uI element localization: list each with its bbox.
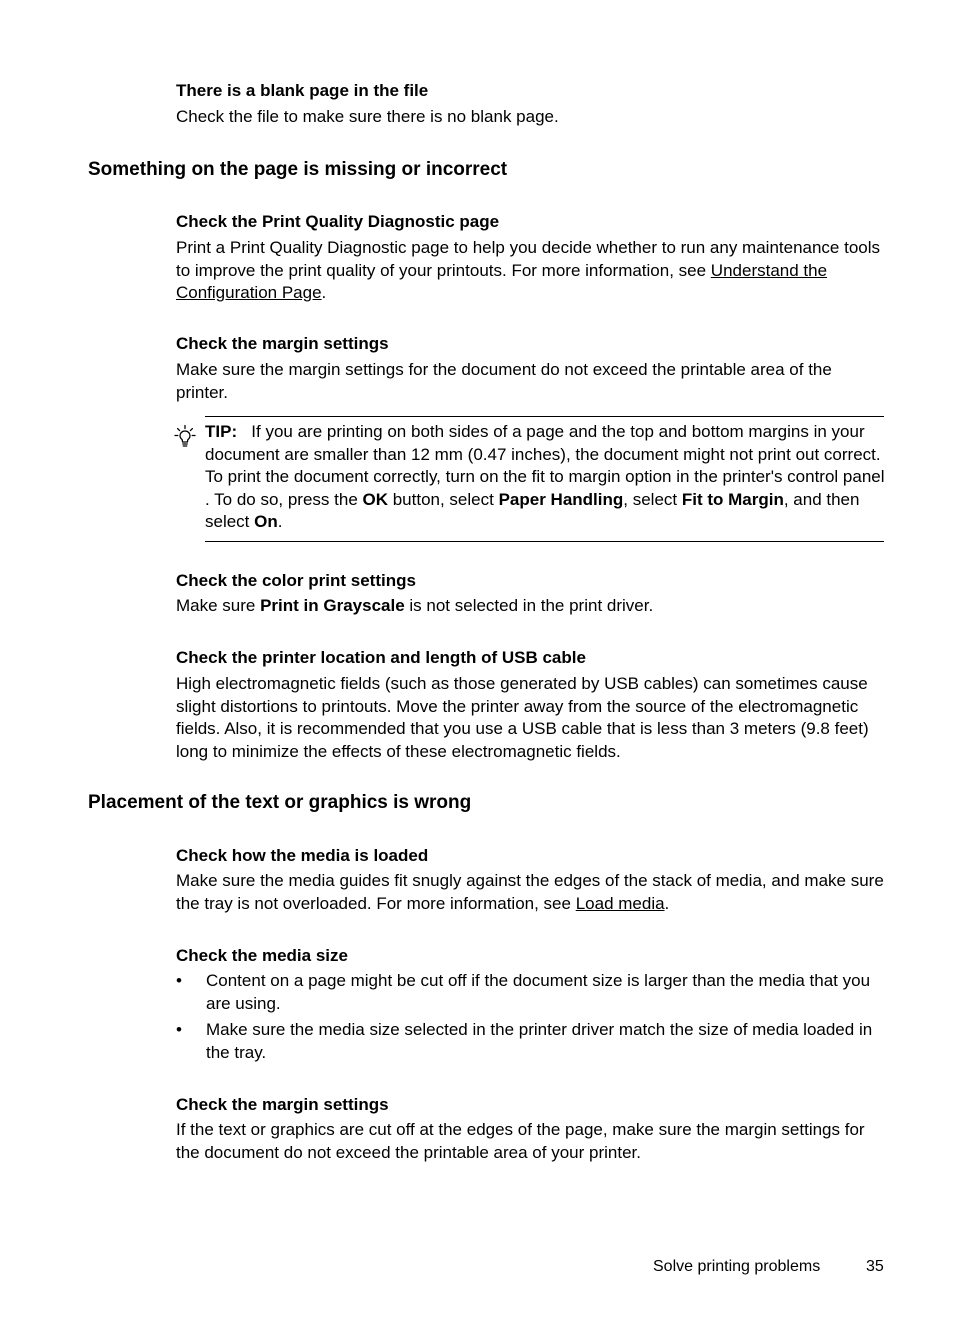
- body-margin-settings: Make sure the margin settings for the document do not exceed the printable area of the printer.: [176, 360, 832, 402]
- lightbulb-icon: [174, 424, 196, 448]
- body-usb-cable: High electromagnetic fields (such as those generated by USB cables) can sometimes cause slight distortions to printouts. Move the printer away from the source of the electromagnetic fields. Also, it is recommended that you use a USB cable that is less than 3 meters (9.8 feet) long to minimize the effects of these electromagnetic fields.: [176, 674, 869, 761]
- media-loaded-end: .: [664, 893, 670, 913]
- heading-blank-page: There is a blank page in the file: [176, 81, 429, 100]
- section-title-missing: Something on the page is missing or incorrect: [88, 159, 508, 180]
- tip-label: TIP:: [205, 422, 238, 441]
- page-number: 35: [866, 1258, 884, 1275]
- bullet-marker: •: [176, 971, 182, 990]
- body-diagnostic-page: [176, 237, 888, 305]
- tip-paper-handling: Paper Handling: [498, 489, 624, 509]
- section-title-placement: Placement of the text or graphics is wrong: [88, 792, 472, 813]
- diag-text: Print a Print Quality Diagnostic page to help you decide whether to run any maintenance tools to improve the print quality of your printouts. For more information, see: [176, 238, 881, 280]
- heading-media-size: Check the media size: [176, 946, 348, 965]
- tip-fit-to-margin: Fit to Margin: [681, 489, 784, 509]
- tip-on: On: [254, 512, 278, 531]
- body-blank-page: Check the file to make sure there is no blank page.: [176, 107, 559, 126]
- footer-section: Solve printing problems: [653, 1258, 821, 1275]
- bullet-item: Content on a page might be cut off if the document size is larger than the media that you are using.: [206, 971, 871, 1013]
- bullet-marker: •: [176, 1020, 182, 1039]
- heading-margin-settings: Check the margin settings: [176, 334, 389, 353]
- heading-margin-settings-2: Check the margin settings: [176, 1095, 389, 1114]
- tip-t1: If you are printing on both sides of a page and the top and bottom margins in your document are smaller than 12 mm (0.47 inches), the document might not print out correct. To print the document correctly, turn on the fit to margin option in the printer's control panel . To do so, press the: [205, 422, 890, 509]
- tip-t3: , select: [623, 489, 682, 509]
- body-margin-settings-2: If the text or graphics are cut off at the edges of the page, make sure the margin settings for the document do not exceed the printable area of your printer.: [176, 1120, 865, 1162]
- link-configuration-page[interactable]: Understand the Configuration Page: [176, 260, 828, 302]
- media-loaded-text: Make sure the media guides fit snugly against the edges of the stack of media, and make sure the tray is not overloaded. For more information, see: [176, 871, 884, 913]
- tip-bottom-rule: [205, 541, 884, 542]
- color-bold: Print in Grayscale: [260, 596, 405, 615]
- color-after: is not selected in the print driver.: [404, 596, 654, 615]
- heading-usb-cable: Check the printer location and length of USB cable: [176, 648, 586, 667]
- heading-media-loaded: Check how the media is loaded: [176, 846, 429, 865]
- diag-text-end: .: [321, 283, 327, 302]
- link-load-media[interactable]: Load media: [575, 893, 665, 913]
- heading-color-print: Check the color print settings: [176, 571, 416, 590]
- tip-t5: .: [277, 512, 283, 531]
- tip-text: [205, 421, 889, 534]
- tip-top-rule: [205, 416, 884, 417]
- bullet-item: Make sure the media size selected in the printer driver match the size of media loaded in the tray.: [206, 1020, 873, 1062]
- tip-ok: OK: [362, 489, 388, 509]
- heading-diagnostic-page: Check the Print Quality Diagnostic page: [176, 212, 500, 231]
- color-before: Make sure: [176, 596, 261, 615]
- tip-t2: button, select: [388, 489, 499, 509]
- body-media-loaded: [176, 870, 888, 915]
- body-color-print: [176, 595, 888, 618]
- tip-t4: , and then select: [205, 489, 860, 531]
